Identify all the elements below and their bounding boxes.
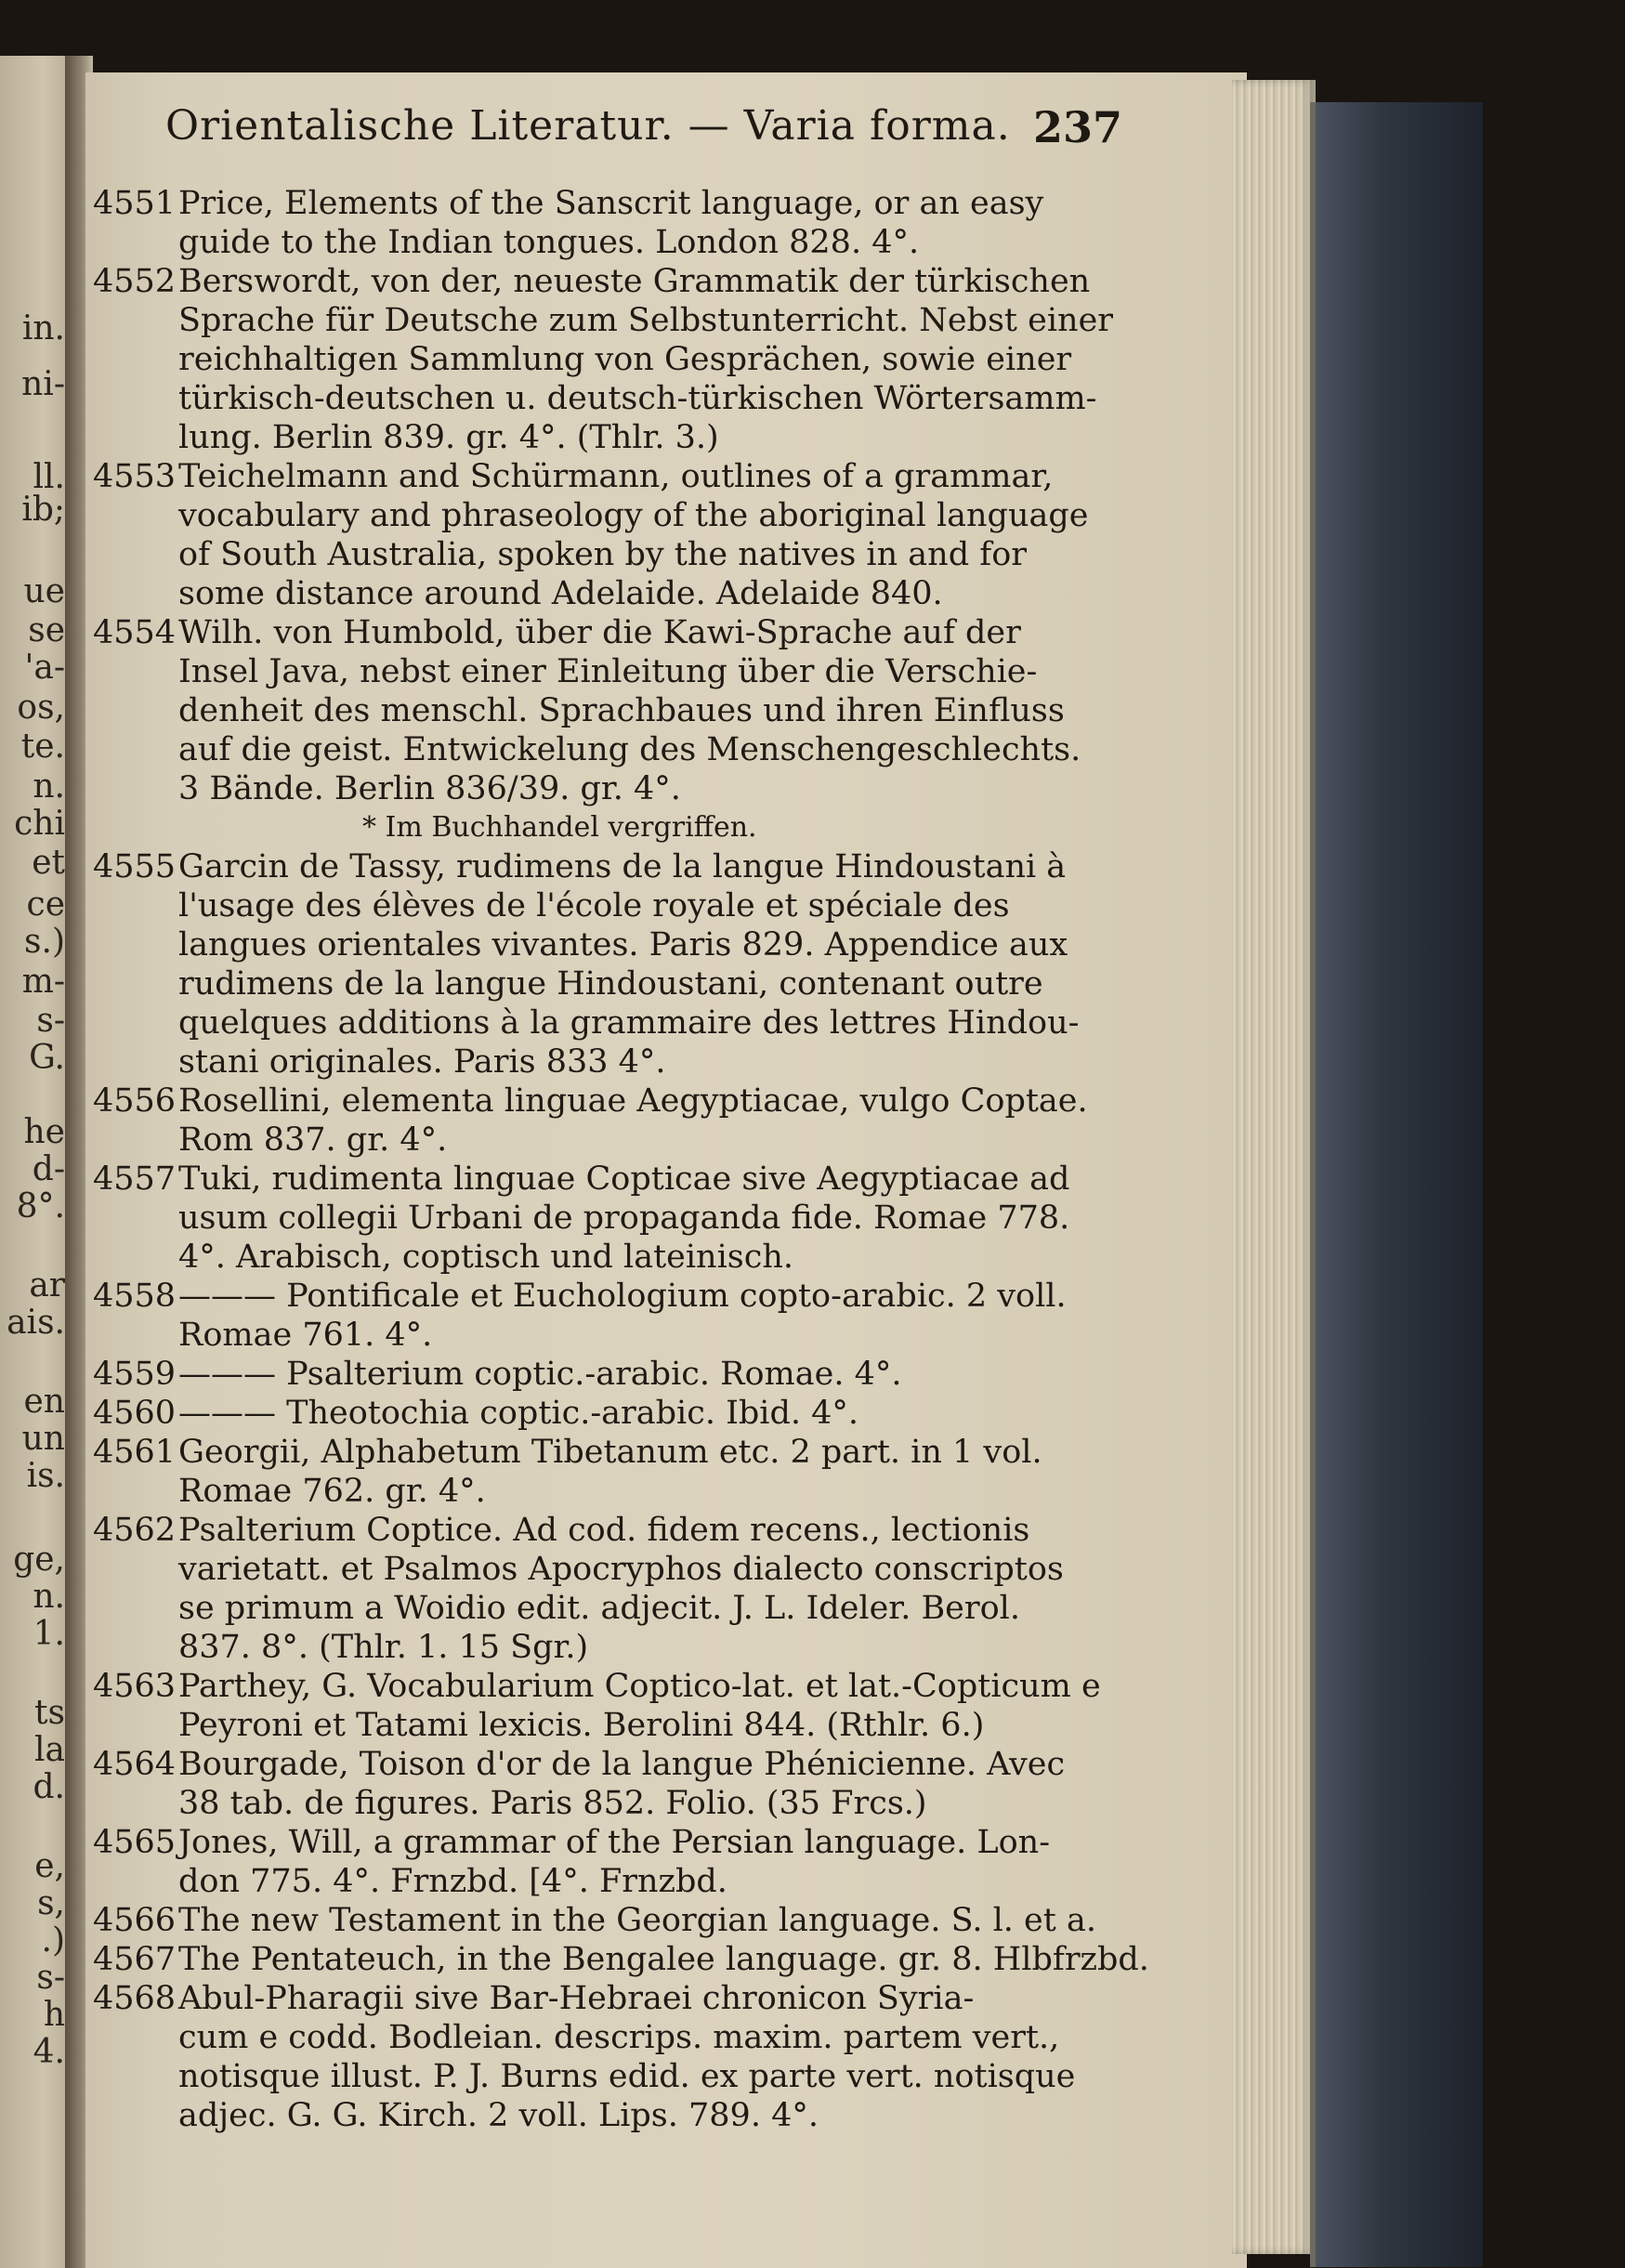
entry-text: Rosellini, elementa linguae Aegyptiacae, vulgo Coptae. — [178, 1082, 1088, 1120]
previous-page-fragment: os, — [17, 688, 65, 727]
previous-page-fragment: n. — [33, 767, 65, 806]
entry-text: auf die geist. Entwickelung des Menschengeschlechts. — [178, 731, 1081, 768]
entry-line — [93, 496, 1124, 535]
entry-number: 4562 — [93, 1512, 177, 1549]
entry-line — [93, 1472, 1124, 1511]
entry-line — [93, 613, 1124, 652]
entry-number: 4566 — [93, 1902, 177, 1939]
entry-line — [93, 1706, 1124, 1745]
entry-text: guide to the Indian tongues. London 828. 4°. — [178, 224, 920, 261]
entry-line — [93, 1277, 1124, 1316]
entry-number: 4559 — [93, 1356, 177, 1393]
entry-text: denheit des menschl. Sprachbaues und ihren Einfluss — [178, 692, 1065, 729]
entry-text: vocabulary and phraseology of the aboriginal language — [178, 497, 1089, 534]
entry-number: 4561 — [93, 1434, 177, 1471]
previous-page-fragment: d- — [32, 1150, 65, 1188]
previous-page-fragment: 8°. — [16, 1187, 65, 1226]
catalogue-entries — [93, 184, 1149, 2135]
catalogue-entry — [93, 1511, 1124, 1667]
book-cover — [1310, 102, 1483, 2267]
entry-line — [93, 184, 1124, 223]
entry-text: 38 tab. de figures. Paris 852. Folio. (35 Frcs.) — [178, 1785, 927, 1822]
entry-text: Sprache für Deutsche zum Selbstunterricht. Nebst einer — [178, 302, 1114, 339]
entry-text: Parthey, G. Vocabularium Coptico-lat. et lat.-Copticum e — [178, 1668, 1101, 1705]
previous-page-fragment: s- — [36, 1959, 65, 1997]
entry-number: 4556 — [93, 1082, 177, 1120]
entry-line — [93, 379, 1124, 418]
entry-line — [93, 847, 1124, 886]
page-header — [165, 102, 1122, 162]
previous-page-fragment: ais. — [7, 1304, 65, 1342]
previous-page-fragment: la — [34, 1731, 65, 1769]
entry-number: 4560 — [93, 1395, 177, 1432]
entry-line — [93, 769, 1124, 808]
entry-text: adjec. G. G. Kirch. 2 voll. Lips. 789. 4°. — [178, 2097, 819, 2134]
previous-page-fragment: .) — [41, 1921, 65, 1960]
entry-line — [93, 886, 1124, 925]
catalogue-entry — [93, 1394, 1124, 1433]
entry-number: 4551 — [93, 185, 177, 222]
entry-line — [93, 2018, 1124, 2057]
entry-note: * Im Buchhandel vergriffen. — [362, 811, 757, 844]
entry-line — [93, 1784, 1124, 1823]
previous-page-fragment: s.) — [24, 923, 65, 961]
previous-page-fragment: 1. — [33, 1615, 65, 1653]
entry-text: ——— Pontificale et Euchologium copto-arabic. 2 voll. — [178, 1278, 1067, 1315]
entry-line — [93, 1589, 1124, 1628]
previous-page-fragment: ts — [34, 1694, 65, 1732]
entry-line — [93, 1238, 1124, 1277]
previous-page-fragment: te. — [20, 728, 65, 766]
entry-text: Insel Java, nebst einer Einleitung über die Verschie- — [178, 653, 1038, 690]
catalogue-entry — [93, 1082, 1124, 1160]
entry-line — [93, 730, 1124, 769]
entry-text: 837. 8°. (Thlr. 1. 15 Sgr.) — [178, 1629, 589, 1666]
catalogue-entry — [93, 1979, 1124, 2135]
catalogue-entry — [93, 1355, 1124, 1394]
entry-line — [93, 1082, 1124, 1121]
entry-line — [93, 1042, 1124, 1082]
previous-page-fragment: ge, — [13, 1540, 65, 1579]
previous-page-fragment: h — [43, 1996, 65, 2034]
previous-page-fragment: en — [23, 1383, 65, 1421]
entry-line — [93, 1355, 1124, 1394]
entry-text: quelques additions à la grammaire des lettres Hindou- — [178, 1004, 1080, 1042]
entry-number: 4554 — [93, 614, 177, 651]
entry-text: l'usage des élèves de l'école royale et spéciale des — [178, 887, 1010, 924]
catalogue-entry — [93, 184, 1124, 262]
entry-text: Bourgade, Toison d'or de la langue Phénicienne. Avec — [178, 1746, 1066, 1783]
entry-text: cum e codd. Bodleian. descrips. maxim. partem vert., — [178, 2019, 1060, 2056]
entry-text: langues orientales vivantes. Paris 829. Appendice aux — [178, 926, 1068, 964]
previous-page-fragment: ue — [23, 572, 65, 610]
previous-page-fragment: s, — [37, 1884, 65, 1922]
entry-text: Abul-Pharagii sive Bar-Hebraei chronicon Syria- — [178, 1980, 975, 2017]
entry-text: Berswordt, von der, neueste Grammatik der türkischen — [178, 263, 1091, 300]
previous-page-fragment: chi — [14, 805, 65, 843]
entry-line — [93, 1862, 1124, 1901]
previous-page-fragment: ce — [26, 885, 65, 924]
entry-text: Romae 762. gr. 4°. — [178, 1473, 486, 1510]
entry-number: 4558 — [93, 1278, 177, 1315]
entry-number: 4565 — [93, 1824, 177, 1861]
entry-text: notisque illust. P. J. Burns edid. ex parte vert. notisque — [178, 2058, 1076, 2095]
entry-number: 4563 — [93, 1668, 177, 1705]
previous-page-fragment: n. — [33, 1578, 65, 1616]
catalogue-entry — [93, 847, 1124, 1082]
previous-page-fragment: in. — [21, 309, 65, 347]
entry-line — [93, 1199, 1124, 1238]
entry-text: Peyroni et Tatami lexicis. Berolini 844. (Rthlr. 6.) — [178, 1707, 985, 1744]
previous-page-fragment: e, — [34, 1847, 65, 1885]
entry-text: reichhaltigen Sammlung von Gesprächen, sowie einer — [178, 341, 1072, 378]
entry-text: Psalterium Coptice. Ad cod. fidem recens., lectionis — [178, 1512, 1030, 1549]
catalogue-entry — [93, 457, 1124, 613]
previous-page-fragment: ll. — [33, 458, 65, 496]
entry-text: Wilh. von Humbold, über die Kawi-Sprache auf der — [178, 614, 1021, 651]
entry-line — [93, 535, 1124, 574]
entry-line — [93, 1745, 1124, 1784]
entry-line — [93, 1550, 1124, 1589]
entry-text: The new Testament in the Georgian language. S. l. et a. — [178, 1902, 1096, 1939]
catalogue-entry — [93, 613, 1124, 847]
entry-line — [93, 1823, 1124, 1862]
entry-line — [93, 691, 1124, 730]
entry-text: Garcin de Tassy, rudimens de la langue Hindoustani à — [178, 848, 1067, 885]
entry-text: Jones, Will, a grammar of the Persian language. Lon- — [178, 1824, 1051, 1861]
catalogue-entry — [93, 1433, 1124, 1511]
entry-line — [93, 1003, 1124, 1042]
previous-page-fragment: 'a- — [24, 649, 65, 687]
entry-line — [93, 1940, 1149, 1979]
entry-text: Rom 837. gr. 4°. — [178, 1121, 448, 1159]
entry-text: 4°. Arabisch, coptisch und lateinisch. — [178, 1239, 794, 1276]
catalogue-entry — [93, 1901, 1124, 1940]
entry-text: 3 Bände. Berlin 836/39. gr. 4°. — [178, 770, 681, 807]
entry-line — [93, 1316, 1124, 1355]
entry-text: Tuki, rudimenta linguae Copticae sive Aegyptiacae ad — [178, 1160, 1070, 1198]
entry-number: 4553 — [93, 458, 177, 495]
previous-page-fragment: he — [23, 1113, 65, 1151]
previous-page-fragment: et — [32, 844, 65, 882]
entry-text: varietatt. et Psalmos Apocryphos dialecto conscriptos — [178, 1551, 1064, 1588]
page-number: 237 — [1032, 102, 1122, 152]
previous-page-fragment: G. — [29, 1039, 65, 1077]
entry-line — [93, 574, 1124, 613]
entry-text: The Pentateuch, in the Bengalee language. gr. 8. Hlbfrzbd. — [178, 1941, 1149, 1978]
entry-text: Georgii, Alphabetum Tibetanum etc. 2 part. in 1 vol. — [178, 1434, 1042, 1471]
catalogue-entry — [93, 1823, 1124, 1901]
entry-text: lung. Berlin 839. gr. 4°. (Thlr. 3.) — [178, 419, 719, 456]
entry-text: don 775. 4°. Frnzbd. [4°. Frnzbd. — [178, 1863, 727, 1900]
entry-number: 4567 — [93, 1941, 177, 1978]
entry-line — [93, 1433, 1124, 1472]
entry-line — [93, 964, 1124, 1003]
entry-number: 4552 — [93, 263, 177, 300]
catalogue-entry — [93, 262, 1124, 457]
entry-line — [93, 1121, 1124, 1160]
entry-line — [93, 1160, 1124, 1199]
previous-page-fragment: se — [28, 611, 65, 649]
entry-line — [93, 262, 1124, 301]
previous-page-edge — [0, 56, 72, 2268]
entry-text: some distance around Adelaide. Adelaide 840. — [178, 575, 943, 612]
entry-line — [93, 340, 1124, 379]
catalogue-entry — [93, 1940, 1149, 1979]
catalogue-entry — [93, 1667, 1124, 1745]
entry-text: se primum a Woidio edit. adjecit. J. L. Ideler. Berol. — [178, 1590, 1021, 1627]
entry-line — [93, 2096, 1124, 2135]
entry-text: of South Australia, spoken by the natives in and for — [178, 536, 1027, 573]
running-title: Orientalische Literatur. — Varia forma. — [165, 102, 1011, 150]
entry-number: 4555 — [93, 848, 177, 885]
entry-line — [93, 1394, 1124, 1433]
entry-line — [93, 301, 1124, 340]
entry-number: 4564 — [93, 1746, 177, 1783]
entry-line — [93, 418, 1124, 457]
previous-page-fragment: is. — [26, 1457, 65, 1495]
entry-text: Teichelmann and Schürmann, outlines of a grammar, — [178, 458, 1054, 495]
entry-line — [93, 652, 1124, 691]
entry-text: Romae 761. 4°. — [178, 1317, 433, 1354]
entry-note-line — [93, 808, 1124, 847]
entry-number: 4557 — [93, 1160, 177, 1198]
catalogue-entry — [93, 1277, 1124, 1355]
previous-page-fragment: un — [21, 1420, 65, 1458]
entry-text: stani originales. Paris 833 4°. — [178, 1043, 666, 1081]
entry-line — [93, 1511, 1124, 1550]
previous-page-fragment: ar — [29, 1266, 65, 1304]
entry-line — [93, 1667, 1124, 1706]
entry-line — [93, 1901, 1124, 1940]
entry-line — [93, 223, 1124, 262]
previous-page-fragment: ni- — [21, 365, 65, 403]
entry-text: usum collegii Urbani de propaganda fide. Romae 778. — [178, 1200, 1070, 1237]
entry-line — [93, 2057, 1124, 2096]
catalogue-entry — [93, 1745, 1124, 1823]
catalogue-entry — [93, 1160, 1124, 1277]
entry-line — [93, 1628, 1124, 1667]
entry-text: rudimens de la langue Hindoustani, contenant outre — [178, 965, 1043, 1003]
entry-text: ——— Theotochia coptic.-arabic. Ibid. 4°. — [178, 1395, 859, 1432]
page-edges — [1232, 80, 1316, 2254]
entry-line — [93, 457, 1124, 496]
previous-page-fragment: m- — [21, 963, 65, 1001]
previous-page-fragment: s- — [36, 1002, 65, 1040]
entry-number: 4568 — [93, 1980, 177, 2017]
previous-page-fragment: d. — [33, 1768, 65, 1806]
entry-text: türkisch-deutschen u. deutsch-türkischen Wörtersamm- — [178, 380, 1097, 417]
entry-line — [93, 1979, 1124, 2018]
entry-line — [93, 925, 1124, 964]
entry-text: ——— Psalterium coptic.-arabic. Romae. 4°. — [178, 1356, 902, 1393]
entry-text: Price, Elements of the Sanscrit language, or an easy — [178, 185, 1044, 222]
previous-page-fragment: ib; — [21, 491, 65, 529]
previous-page-fragment: 4. — [33, 2033, 65, 2071]
